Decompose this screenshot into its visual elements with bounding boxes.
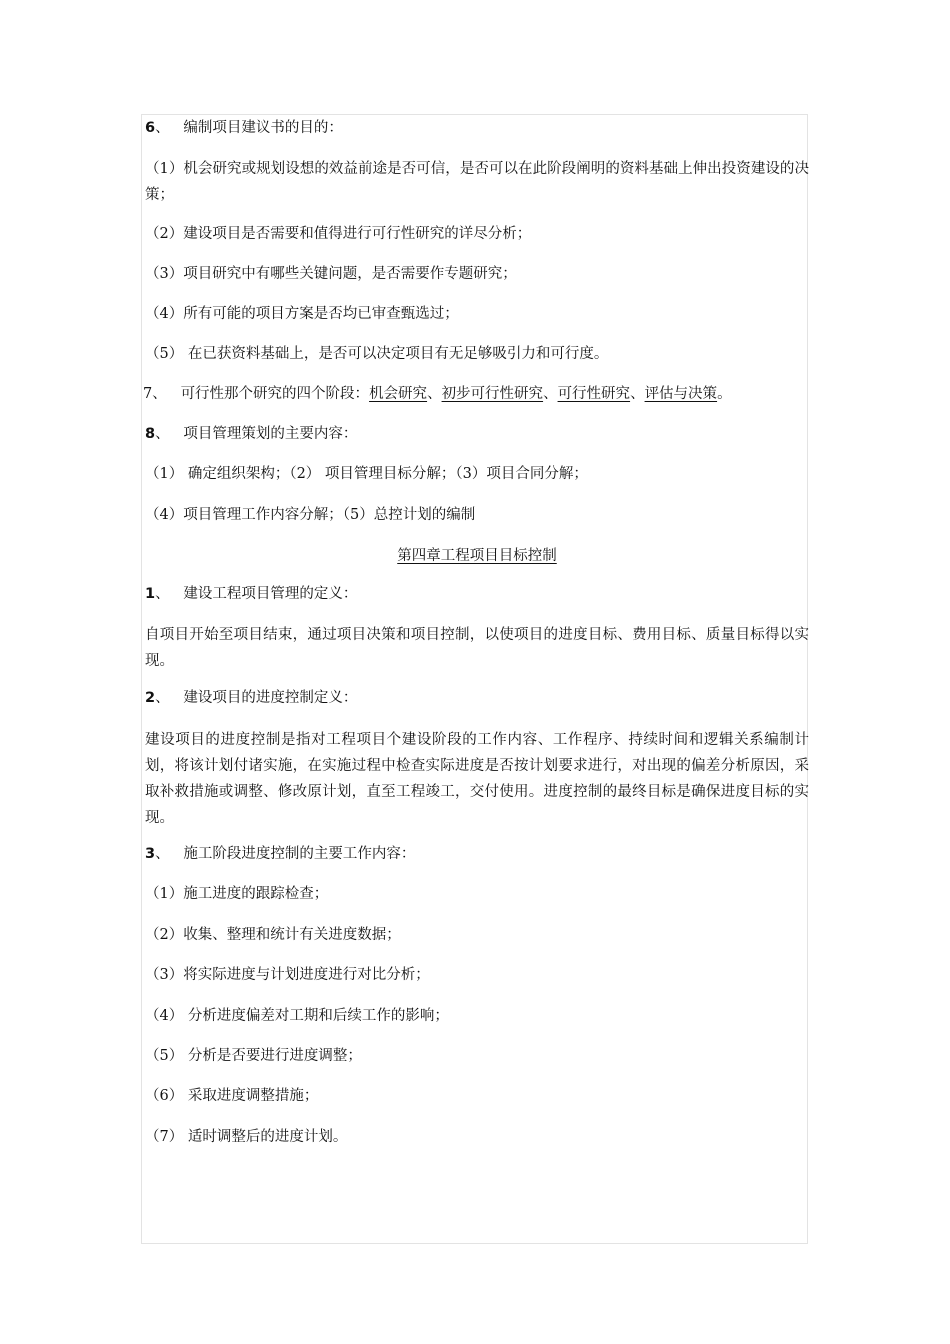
section-number: 8 [145, 426, 156, 442]
list-item: （5） 分析是否要进行进度调整； [145, 1048, 362, 1064]
section-number: 3 [145, 846, 156, 862]
stage-link[interactable]: 评估与决策 [644, 386, 718, 402]
section-title: 编制项目建议书的目的： [183, 120, 343, 136]
section-title: 施工阶段进度控制的主要工作内容： [183, 846, 416, 862]
list-item: （2）建设项目是否需要和值得进行可行性研究的详尽分析； [145, 226, 532, 242]
section-number: 6 [145, 120, 156, 136]
section-title: 建设项目的进度控制定义： [183, 690, 358, 706]
section-number: 2 [145, 690, 156, 706]
list-item: （3）项目研究中有哪些关键问题，是否需要作专题研究； [145, 266, 517, 282]
list-item: （4）所有可能的项目方案是否均已审查甄选过； [145, 306, 459, 322]
section-8-heading: 8、 项目管理策划的主要内容： [145, 426, 358, 442]
section-6-heading: 6、 编制项目建议书的目的： [145, 120, 343, 136]
list-item: （4）项目管理工作内容分解；（5）总控计划的编制 [145, 507, 476, 523]
list-item: （2）收集、整理和统计有关进度数据； [145, 927, 401, 943]
paragraph: 自项目开始至项目结束，通过项目决策和项目控制，以使项目的进度目标、费用目标、质量目标得以实现。 [145, 627, 809, 669]
list-item: （7） 适时调整后的进度计划。 [145, 1129, 348, 1145]
section-number: 1 [145, 586, 156, 602]
paragraph: 建设项目的进度控制是指对工程项目个建设阶段的工作内容、工作程序、持续时间和逻辑关系编制计划，将该计划付诸实施，在实施过程中检查实际进度是否按计划要求进行，对出现的偏差分析原因，采取补救措施或调整、修改原计划，直至工程竣工，交付使用。进度控制的最终目标是确保进度目标的实现。 [145, 732, 809, 826]
list-item: （1） 确定组织架构；（2） 项目管理目标分解；（3）项目合同分解； [145, 466, 588, 482]
section-title: 项目管理策划的主要内容： [183, 426, 358, 442]
stage-link[interactable]: 机会研究 [369, 386, 428, 402]
stage-link[interactable]: 初步可行性研究 [441, 386, 544, 402]
chapter-section-1-heading: 1、 建设工程项目管理的定义： [145, 586, 358, 602]
section-7-heading: 7、 可行性那个研究的四个阶段：机会研究、初步可行性研究、可行性研究、评估与决策。 [143, 386, 732, 402]
section-title: 可行性那个研究的四个阶段： [180, 386, 370, 402]
list-item: （4） 分析进度偏差对工期和后续工作的影响； [145, 1008, 449, 1024]
section-number: 7 [143, 386, 153, 402]
chapter-section-2-heading: 2、 建设项目的进度控制定义： [145, 690, 358, 706]
stage-link[interactable]: 可行性研究 [557, 386, 631, 402]
list-item: （5） 在已获资料基础上，是否可以决定项目有无足够吸引力和可行度。 [145, 346, 609, 362]
section-title: 建设工程项目管理的定义： [183, 586, 358, 602]
list-item: （6） 采取进度调整措施； [145, 1088, 319, 1104]
list-item: （1）施工进度的跟踪检查； [145, 886, 329, 902]
chapter-section-3-heading: 3、 施工阶段进度控制的主要工作内容： [145, 846, 416, 862]
list-item: （3）将实际进度与计划进度进行对比分析； [145, 967, 430, 983]
list-item: （1）机会研究或规划设想的效益前途是否可信，是否可以在此阶段阐明的资料基础上伸出投资建设的决策； [145, 161, 809, 203]
chapter-title: 第四章工程项目目标控制 [397, 548, 557, 564]
